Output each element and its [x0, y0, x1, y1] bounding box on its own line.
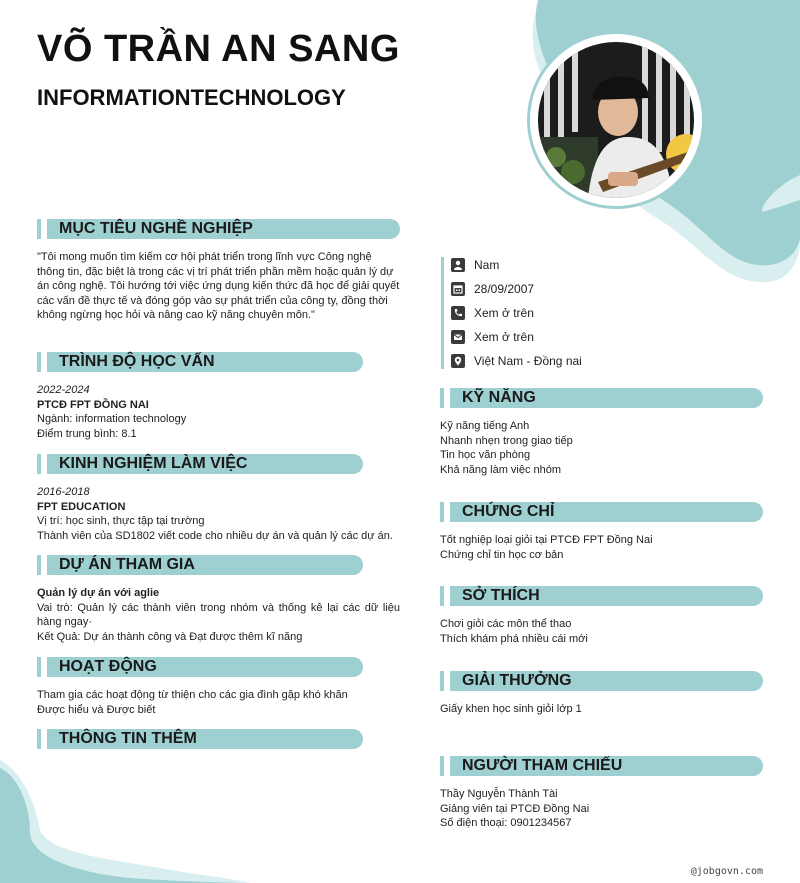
skill-item: Khả năng làm việc nhóm: [440, 463, 562, 476]
gender-value: Nam: [474, 258, 500, 272]
bottom-left-decoration: [0, 760, 260, 883]
profile-photo-frame: [527, 31, 705, 209]
skills-list: [440, 419, 770, 477]
activity-item: Tham gia các hoạt động từ thiện cho các gia đình gặp khó khăn: [37, 689, 348, 701]
section-header-more-info: [37, 729, 363, 749]
section-title: NGƯỜI THAM CHIẾU: [462, 757, 623, 774]
education-gpa: Điểm trung bình: 8.1: [37, 427, 137, 440]
email-value: Xem ở trên: [474, 330, 534, 344]
candidate-name: VÕ TRẦN AN SANG: [37, 28, 400, 70]
hobbies-list: [440, 617, 770, 646]
activity-item: Được hiểu và Được biết: [37, 703, 156, 716]
section-header-education: [37, 352, 363, 372]
section-header-activities: [37, 657, 363, 677]
objective-line: các vấn đề thực tế và đóng góp vào sự phát triển của công ty, đồng thời: [37, 294, 388, 307]
person-icon: [451, 258, 465, 272]
experience-company: FPT EDUCATION: [37, 500, 126, 513]
section-title: KỸ NĂNG: [462, 389, 536, 406]
award-item: Giấy khen học sinh giỏi lớp 1: [440, 703, 582, 715]
education-period: 2022-2024: [37, 384, 90, 396]
section-title: DỰ ÁN THAM GIA: [59, 556, 195, 573]
experience-entry: [37, 485, 407, 543]
mail-icon: [451, 330, 465, 344]
skill-item: Kỹ năng tiếng Anh: [440, 420, 530, 432]
section-title: MỤC TIÊU NGHỀ NGHIỆP: [59, 220, 253, 237]
section-title: GIẢI THƯỞNG: [462, 672, 572, 689]
contact-gender: [451, 257, 499, 273]
objective-text: [37, 250, 417, 323]
dob-value: 28/09/2007: [474, 282, 535, 296]
phone-icon: [451, 306, 465, 320]
project-result: Kết Quả: Dự án thành công và Đạt được thêm kĩ năng: [37, 630, 303, 643]
section-header-skills: [440, 388, 763, 408]
objective-line: án công nghệ. Tôi hướng tới việc ứng dụng kiến thức đã học để giải quyết: [37, 280, 400, 292]
contact-phone: [451, 305, 534, 321]
section-title: HOẠT ĐỘNG: [59, 658, 157, 675]
education-major: Ngành: information technology: [37, 413, 187, 425]
awards-list: [440, 702, 770, 717]
section-header-objective: [37, 219, 400, 239]
section-title: TRÌNH ĐỘ HỌC VẤN: [59, 353, 215, 370]
skill-item: Tin học văn phòng: [440, 449, 531, 461]
experience-position: Vị trí: học sinh, thực tập tại trường: [37, 515, 205, 527]
certificate-item: Tốt nghiệp loại giỏi tại PTCĐ FPT Đồng Nai: [440, 534, 653, 546]
phone-value: Xem ở trên: [474, 306, 534, 320]
section-header-projects: [37, 555, 363, 575]
section-title: CHỨNG CHỈ: [462, 503, 555, 520]
section-title: THÔNG TIN THÊM: [59, 730, 197, 747]
footer-watermark: @jobgovn.com: [690, 866, 763, 877]
project-role: Vai trò: Quản lý các thành viên trong nhóm và thống kê lại các dữ liệu: [37, 601, 400, 614]
reference-item: Giảng viên tại PTCĐ Đồng Nai: [440, 802, 590, 815]
reference-item: Thầy Nguyễn Thành Tài: [440, 788, 558, 800]
section-title: KINH NGHIỆM LÀM VIỆC: [59, 455, 248, 472]
certificate-item: Chứng chỉ tin học cơ bản: [440, 548, 564, 561]
section-header-certificates: [440, 502, 763, 522]
calendar-icon: [451, 282, 465, 296]
objective-line: không ngừng học hỏi và nâng cao kỹ năng chuyên môn.": [37, 309, 315, 321]
certificates-list: [440, 533, 770, 562]
hobby-item: Chơi giỏi các môn thể thao: [440, 618, 572, 630]
experience-description: Thành viên của SD1802 viết code cho nhiều dự án và quản lý các dự án.: [37, 529, 393, 542]
profile-photo: [538, 42, 694, 198]
section-header-hobbies: [440, 586, 763, 606]
activities-list: [37, 688, 407, 717]
contact-email: [451, 329, 534, 345]
education-entry: [37, 383, 397, 441]
references-list: [440, 787, 770, 831]
contact-address: [451, 353, 582, 369]
skill-item: Nhanh nhẹn trong giao tiếp: [440, 434, 573, 447]
project-entry: [37, 586, 400, 644]
objective-line: "Tôi mong muốn tìm kiếm cơ hội phát triển trong lĩnh vực Công nghệ: [37, 251, 372, 263]
location-icon: [451, 354, 465, 368]
experience-period: 2016-2018: [37, 486, 90, 498]
section-header-references: [440, 756, 763, 776]
section-header-experience: [37, 454, 363, 474]
job-title: INFORMATIONTECHNOLOGY: [37, 85, 346, 110]
education-school: PTCĐ FPT ĐỒNG NAI: [37, 398, 149, 411]
objective-line: thông tin, đặc biệt là trong các vị trí phát triển phần mềm hoặc quản lý dự: [37, 265, 394, 278]
section-header-awards: [440, 671, 763, 691]
hobby-item: Thích khám phá nhiều cái mới: [440, 632, 588, 645]
section-title: SỞ THÍCH: [462, 587, 540, 604]
address-value: Việt Nam - Đồng nai: [474, 354, 582, 368]
project-name: Quản lý dự án với aglie: [37, 587, 160, 599]
contact-divider: [441, 257, 444, 369]
contact-dob: [451, 281, 534, 297]
project-role-cont: hàng ngay·: [37, 616, 93, 628]
reference-item: Số điện thoại: 0901234567: [440, 817, 572, 829]
